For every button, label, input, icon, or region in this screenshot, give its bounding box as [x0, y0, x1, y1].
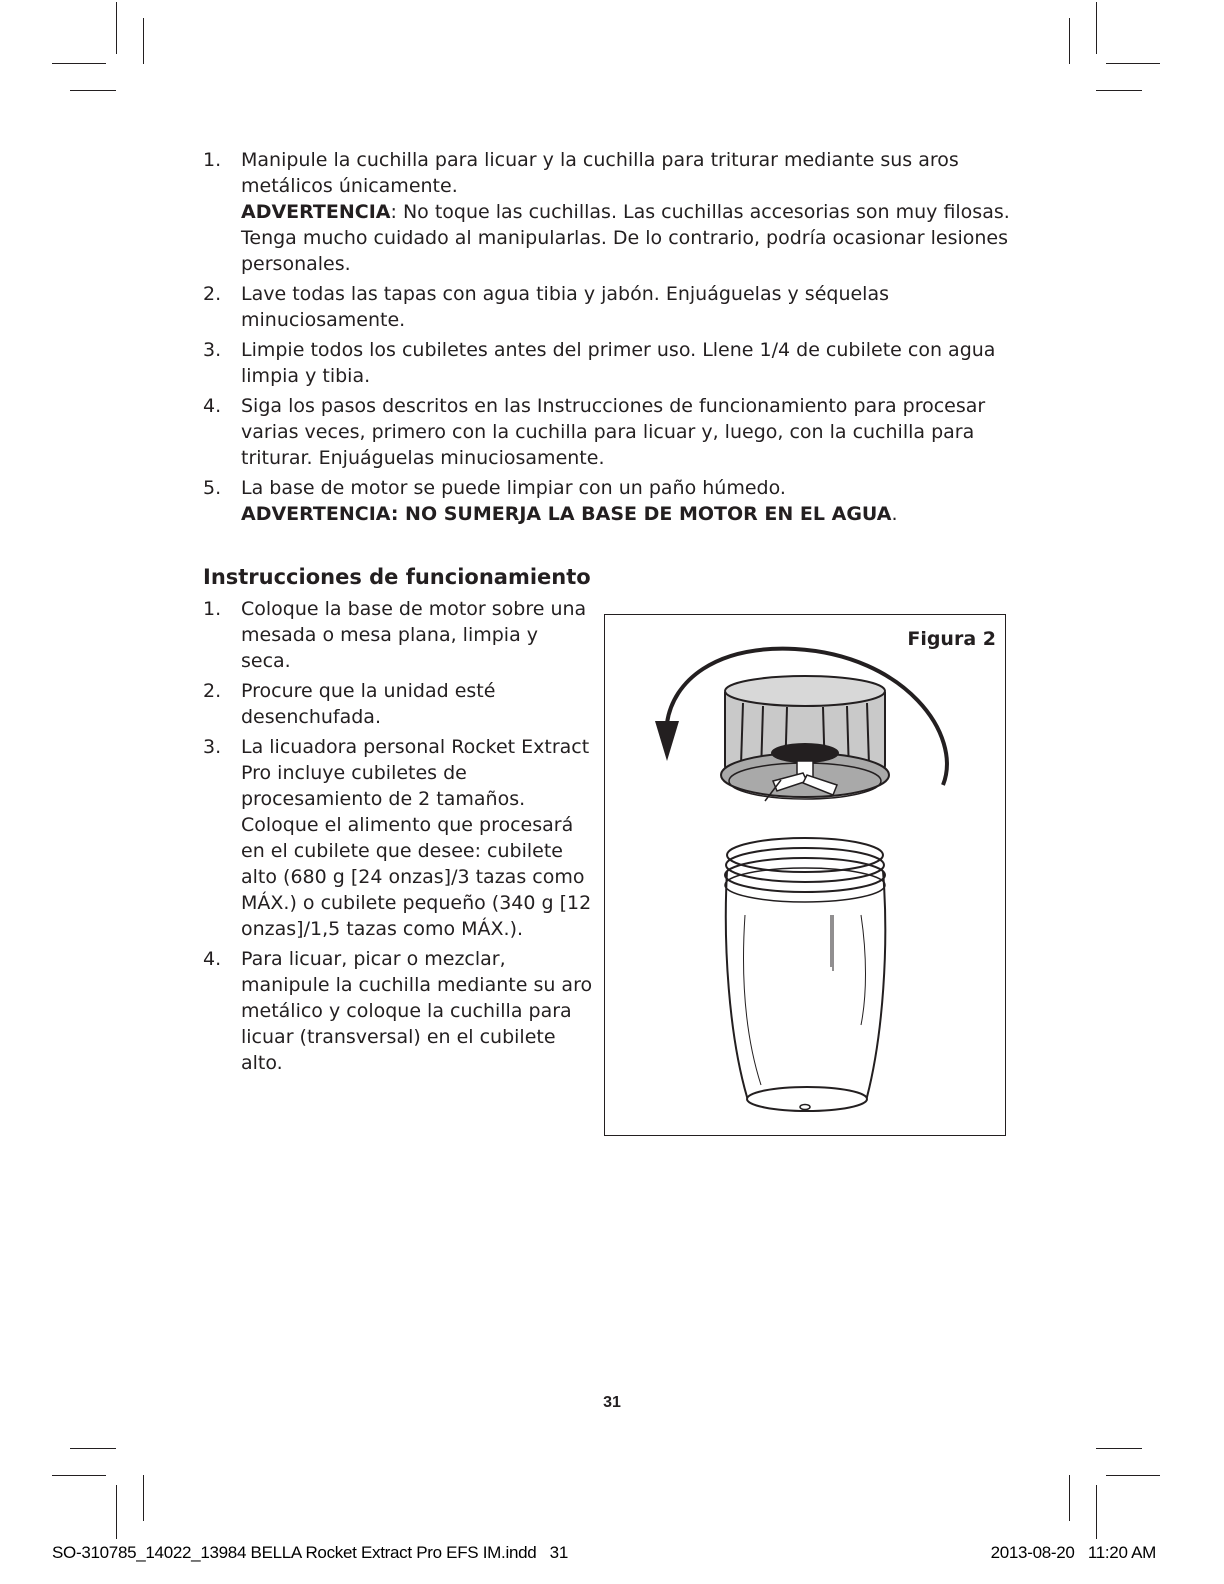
- blade-assembly: [721, 676, 889, 801]
- crop-mark: [70, 1448, 116, 1449]
- item-text: Para licuar, picar o mezclar, manipule la cuchilla mediante su aro metálico y coloque la cuchilla para licuar (transversal) en el cubilete alto.: [241, 948, 593, 1074]
- item-text: Coloque la base de motor sobre una mesada o mesa plana, limpia y seca.: [241, 598, 587, 672]
- figure-caption: Figura 2: [907, 628, 996, 650]
- crop-mark: [1106, 1475, 1160, 1476]
- list-item: [203, 393, 1023, 471]
- item-text: Manipule la cuchilla para licuar y la cuchilla para triturar mediante sus aros metálicos únicamente.: [241, 149, 959, 197]
- blender-illustration: [605, 615, 1007, 1137]
- item-number: 2.: [203, 680, 222, 702]
- item-number: 2.: [203, 283, 222, 305]
- operating-steps-list: [203, 596, 593, 1080]
- crop-mark: [52, 1475, 106, 1476]
- crop-mark: [1096, 1448, 1142, 1449]
- page-number: 31: [603, 1394, 621, 1411]
- list-item: [203, 337, 1023, 389]
- crop-mark: [116, 2, 117, 54]
- warning-label: ADVERTENCIA: [241, 201, 391, 223]
- tall-cup: [725, 838, 885, 1111]
- item-number: 3.: [203, 339, 222, 361]
- crop-mark: [1106, 63, 1160, 64]
- item-text: La base de motor se puede limpiar con un paño húmedo.: [241, 477, 786, 499]
- print-timestamp: 2013-08-20 11:20 AM: [990, 1543, 1156, 1562]
- list-item: [203, 147, 1023, 277]
- warning-text: : No toque las cuchillas. Las cuchillas accesorias son muy filosas. Tenga mucho cuidado al manipularlas. De lo contrario, podría ocasionar lesiones personales.: [241, 201, 1010, 275]
- crop-mark: [52, 63, 106, 64]
- list-item: [203, 678, 593, 730]
- list-item: [203, 596, 593, 674]
- item-number: 4.: [203, 395, 222, 417]
- file-slug: SO-310785_14022_13984 BELLA Rocket Extract Pro EFS IM.indd 31: [52, 1543, 568, 1562]
- item-text: Limpie todos los cubiletes antes del primer uso. Llene 1/4 de cubilete con agua limpia y tibia.: [241, 339, 996, 387]
- list-item: [203, 734, 593, 942]
- crop-mark: [143, 18, 144, 64]
- crop-mark: [1096, 2, 1097, 54]
- care-steps-list: [203, 147, 1023, 531]
- list-item: [203, 475, 1023, 527]
- crop-mark: [1096, 90, 1142, 91]
- item-text: Lave todas las tapas con agua tibia y jabón. Enjuáguelas y séquelas minuciosamente.: [241, 283, 890, 331]
- item-number: 4.: [203, 948, 222, 970]
- item-number: 1.: [203, 598, 222, 620]
- figure-2: [604, 614, 1006, 1136]
- item-text: Siga los pasos descritos en las Instrucciones de funcionamiento para procesar varias veces, primero con la cuchilla para licuar y, luego, con la cuchilla para triturar. Enjuáguelas minuciosamente.: [241, 395, 986, 469]
- crop-mark: [1096, 1485, 1097, 1539]
- item-text: La licuadora personal Rocket Extract Pro incluye cubiletes de procesamiento de 2 tamaños. Coloque el alimento que procesará en el cubilete que desee: cubilete alto (680 g [24 onzas]/3 tazas como MÁX.) o cubilete pequeño (340 g [12 onzas]/1,5 tazas como MÁX.).: [241, 736, 592, 940]
- item-number: 3.: [203, 736, 222, 758]
- section-title: Instrucciones de funcionamiento: [203, 565, 591, 589]
- warning-line: [241, 501, 1023, 527]
- warning-line: [241, 199, 1023, 277]
- crop-mark: [116, 1485, 117, 1539]
- crop-mark: [70, 90, 116, 91]
- crop-mark: [1069, 18, 1070, 64]
- item-number: 1.: [203, 149, 222, 171]
- warning-label: ADVERTENCIA: NO SUMERJA LA BASE DE MOTOR EN EL AGUA: [241, 503, 892, 525]
- list-item: [203, 946, 593, 1076]
- warning-text: .: [891, 503, 898, 525]
- item-number: 5.: [203, 477, 222, 499]
- crop-mark: [1069, 1475, 1070, 1521]
- item-text: Procure que la unidad esté desenchufada.: [241, 680, 496, 728]
- list-item: [203, 281, 1023, 333]
- crop-mark: [143, 1475, 144, 1521]
